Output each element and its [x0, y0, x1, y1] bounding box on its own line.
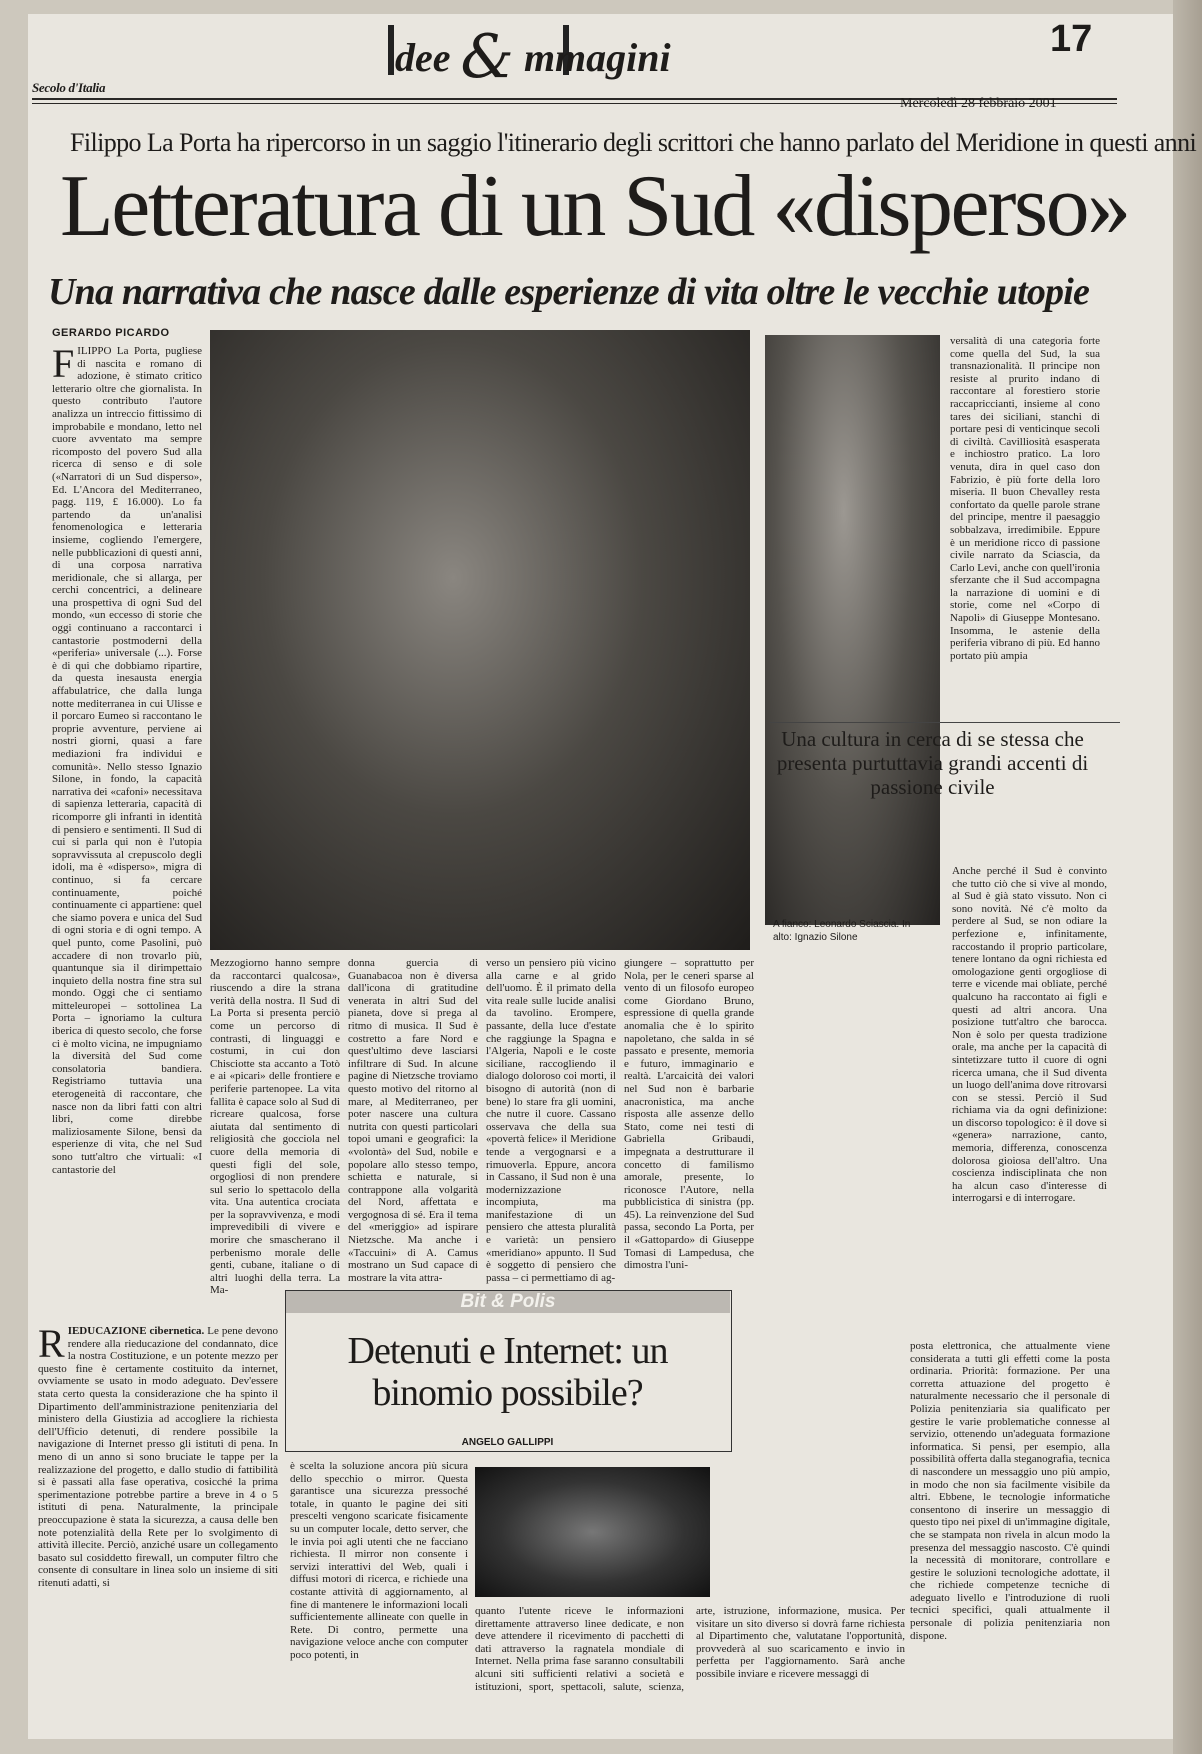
photo-ignazio-silone — [210, 330, 750, 950]
article-column-1 — [52, 341, 202, 1260]
sidebar-col1-text: Le pene devono rendere alla rieducazione del condannato, dice la nostra Costituzione, e un potente mezzo per questo fine è certamente costituito da internet, ovviamente se usato in modo adeguato. Dev'essere stata certo questa la considerazione che ha spinto il Dipartimento dell'amministrazione penitenziaria del ministero della Giustizia ad accogliere la richiesta dell'Ufficio detenuti, di rendere possibile la navigazione di Internet presso gli istituti di pena. In meno di un anno si sono bruciate le tappe per la realizzazione del progetto, e dallo studio di fattibilità si è passati alla fase operativa, cosicché la prima sperimentazione potrebbe partire a breve in 4 o 5 istituti di pena. Naturalmente, la principale preoccupazione è stata la sicurezza, a causa delle ben note potenzialità della Rete per lo svolgimento di attività illecite. Perciò, anziché usare un collegamento basato sul cosiddetto firewall, un computer filtro che consente di consultare in linea solo un insieme di siti ritenuti adatti, si — [38, 1325, 278, 1589]
page-number: 17 — [1050, 18, 1093, 60]
photo-leonardo-sciascia — [765, 335, 940, 925]
sidebar-column-1 — [38, 1321, 278, 1725]
article-column-6 — [952, 865, 1107, 1265]
article-headline: Letteratura di un Sud «disperso» — [60, 158, 1129, 255]
sidebar-dropcap: R — [38, 1321, 65, 1366]
sidebar-headline: Detenuti e Internet: un binomio possibile? — [347, 1330, 668, 1414]
article-dropcap: F — [52, 341, 75, 386]
sidebar-lead: IEDUCAZIONE cibernetica. — [67, 1325, 205, 1337]
photo-satellite — [475, 1467, 710, 1597]
sidebar-col4-text: posta elettronica, che attualmente viene considerata a tutti gli effetti come la posta ordinaria. Priorità: formazione. Per una corretta attuazione del progetto è naturalmente necessario che il personale di Polizia penitenziaria sia qualificato per gestire le varie problematiche connesse al servizio, ottenendo un'adeguata formazione informatica. Si pensi, per esempio, alla possibilità offerta dalla steganografia, tecnica di nascondere un messaggio uno più ampio, in modo che non sia facilmente visibile da altri. Ebbene, le tecnologie informatiche consentono di inserire un messaggio di questo tipo nei pixel di un'immagine digitale, che se stampata non rivela in alcun modo la presenza del messaggio nascosto. C'è quindi la necessità di monitorare, controllare e gestire le soluzioni tecnologiche adottate, il che richiede competenze tecniche di adeguato livello e l'introduzione di ruoli tecnici specifici, quali attualmente il personale di polizia penitenziaria non dispone. — [910, 1340, 1110, 1642]
page-edge — [1173, 0, 1202, 1754]
sidebar-col2-text: è scelta la soluzione ancora più sicura dello specchio o mirror. Questa garantisce una sicurezza pressoché totale, in quanto le pagine dei siti prescelti vengono scaricate fisicamente su un computer locale, detto server, che le invia poi agli utenti che ne facciano richiesta. Il mirror non consente i servizi interattivi del Web, quali i diffusi motori di ricerca, e richiede una costante attività di aggiornamento, al fine di mantenere le informazioni locali sufficientemente allineate con quelle in Rete. Di contro, permette una navigazione veloce anche con computer poco potenti, in — [290, 1460, 468, 1661]
section-amp: & — [460, 22, 514, 92]
pullquote-rule — [770, 722, 1120, 723]
article-kicker: Filippo La Porta ha ripercorso in un saggio l'itinerario degli scrittori che hanno parlato del Meridione in questi anni — [70, 128, 1197, 157]
sidebar-column-3 — [475, 1605, 905, 1725]
issue-date: Mercoledì 28 febbraio 2001 — [900, 96, 1057, 111]
article-col2-text: Mezzogiorno hanno sempre da raccontarci qualcosa», riuscendo a dire la strana verità della nostra. Il Sud di La Porta si presenta perciò come un percorso di contrasti, di linguaggi e costumi, in cui don Chisciotte sta accanto a Totò e ai «picari» delle frontiere e periferie partenopee. La vita fallita è capace solo al Sud di ricreare qualcosa, forse aiutata dal sentimento di religiosità che gocciola nel cuore della memoria di questi figli del sole, orgogliosi di non prendere sul serio lo spettacolo della vita. Una autentica crociata per la sopravvivenza, e modi imprevedibili di vivere e morire che smascherano il perbenismo morale delle genti, cubane, italiane o di altri luoghi della terra. La Ma- — [210, 957, 340, 1297]
article-col4-text: verso un pensiero più vicino alla carne e al grido dell'uomo. È il primato della vita reale sulle lucide analisi da tavolino. Erompere, passante, della luce d'estate che raggiunge la Spagna e l'Algeria, Napoli e le coste siciliane, raccogliendo il dialogo doloroso coi morti, il bisogno di autorità (non di bene) lo stare fra gli uomini, che nutre il cuore. Cassano osservava che della sua «povertà felice» il Meridione tende a vergognarsi e a rimuoverla. Eppure, ancora in Cassano, il Sud non è una modernizzazione incompiuta, ma manifestazione di un pensiero che attesta pluralità e varietà: un pensiero «meridiano» appunto. Il Sud è soggetto di pensiero che passa – ci permettiamo di ag- — [486, 957, 616, 1284]
article-col3-text: donna guercia di Guanabacoa non è diversa dall'icona di gratitudine venerata in altri Sud del pianeta, dove si prega al ritmo di musica. Il Sud è costretto a fare Nord e quest'ultimo deve lasciarsi infiltrare di Sud. In alcune pagine di Nietzsche troviamo questo motivo del ritorno al mare, al Mediterraneo, per poter nascere una cultura nutrita con questi particolari topoi umani e geografici: la «volontà» del Sud, nobile e popolare allo stesso tempo, schietta e naturale, si contrappone alla volgarità del Nord, affettata e vergognosa di sé. Era il tema del «meriggio» ad ispirare Nietzsche. Ma anche i «Taccuini» di A. Camus mostrano un Sud capace di mostrare la vita attra- — [348, 957, 478, 1284]
article-col6-text: Anche perché il Sud è convinto che tutto ciò che si vive al mondo, al Sud è già stato vissuto. Non ci sono novità. Né c'è molto da perdere al Sud, se non odiare la perfezione e, infinitamente, raccostando il proprio particolare, tenere lontano da ogni richiesta ed omologazione genti orgogliose di terre e vicende mai obliate, perché qualcuno ha raccontato ai figli e questi ad altri ancora. Una posizione tutt'altro che barocca. Non è solo per questa tradizione orale, ma anche per la capacità di sintetizzare tutto il cuore di ogni ricerca umana, che il Sud diventa un luogo dell'anima dove ritrovarsi con se stessi. Perciò il Sud richiama via da ogni definizione: un discorso topologico: è il dove si «genera» narrazione, canto, memoria, differenza, conoscenza dolorosa gioiosa dell'altro. Una coscienza indisciplinata che non ha alcun caso d'interesse di interrogarsi e di interrogare. — [952, 865, 1107, 1205]
article-column-4 — [486, 957, 616, 1284]
article-byline: GERARDO PICARDO — [52, 327, 170, 339]
article-col7-text: versalità di una categoria forte come quella del Sud, la sua transnazionalità. Il principe non resiste al prurito indano di raccontare al forestiero storie raccapriccianti, insieme al cono tares dei siciliani, stanchi di portare pesi di venticinque secoli di civiltà. Cavilliosità esasperata e inchiostro pratico. La loro venuta, dira in quel caso don Fabrizio, è più forte della loro miseria. Il buon Chevalley resta confortato da quelle parole strane del principe, mentre il paesaggio sobbalzava, irredimibile. Eppure è un meridione ricco di passione civile narrato da Sciascia, da Carlo Levi, anche con quell'ironia sferzante che il Sud accompagna la narrazione di uomini e di storie, come nel «Corpo di Napoli» di Giuseppe Montesano. Insomma, le astenie della periferia vibrano di più. Ed hanno portato più ampia — [950, 335, 1100, 662]
sidebar-column-2 — [290, 1460, 468, 1725]
section-bar-left — [388, 25, 394, 75]
section-suffix: mmagini — [523, 35, 671, 80]
article-column-2 — [210, 957, 340, 1297]
sidebar-col3-text: quanto l'utente riceve le informazioni direttamente attraverso linee dedicate, e non deve attendere il ricevimento di pacchetti di dati attraverso la ragnatela mondiale di Internet. Nella prima fase saranno consultabili alcuni siti sufficienti relativi a società e istituzioni, sport, spettacoli, salute, scienza, arte, istruzione, informazione, musica. Per visitare un sito diverso si dovrà farne richiesta al Dipartimento che, valutatane l'opportunità, provvederà al suo scaricamento e invio in perfetta per l'aggiornamento. Sarà anche possibile inviare e ricevere messaggi di — [475, 1605, 905, 1693]
article-column-5 — [624, 957, 754, 1272]
photo-caption: A fianco: Leonardo Sciascia. In alto: Ignazio Silone — [773, 919, 911, 943]
article-column-3 — [348, 957, 478, 1284]
article-subhead: Una narrativa che nasce dalle esperienze di vita oltre le vecchie utopie — [48, 271, 1090, 313]
masthead-logo: Secolo d'Italia — [32, 80, 106, 95]
section-prefix: dee — [395, 35, 451, 80]
sidebar-column-4 — [910, 1340, 1110, 1725]
sidebar-rubric: Bit & Polis — [286, 1291, 730, 1313]
article-col5-text: giungere – soprattutto per Nola, per le ceneri sparse al vento di un filosofo europeo come Giordano Bruno, espressione di quella grande anomalia che è lo spirito napoletano, che salda in sé passato e presente, memoria e futuro, immaginario e realtà. L'arcaicità dei valori nel Sud non è barbarie anacronistica, ma anche risposta alle assenze dello Stato, come nei testi di Gabriella Gribaudi, impegnata a destrutturare il concetto di familismo amorale, presente, lo riconosce l'Autore, nella pubblicistica di sinistra (pp. 45). La reinvenzione del Sud passa, secondo La Porta, per il «Gattopardo» di Giuseppe Tomasi di Lampedusa, che dimostra l'uni- — [624, 957, 754, 1272]
section-title — [395, 22, 671, 92]
article-column-7 — [950, 335, 1100, 710]
pullquote: Una cultura in cerca di se stessa che presenta purtuttavia grandi accenti di passione civile — [776, 727, 1089, 799]
sidebar-byline: ANGELO GALLIPPI — [461, 1437, 554, 1448]
article-col1-text: ILIPPO La Porta, pugliese di nascita e romano di adozione, è stimato critico letterario oltre che giornalista. In questo contributo l'autore analizza un intreccio fittissimo di improbabile e mondano, letto nel cuore avventato ma sempre ricomposto del povero Sud alla ricerca di senso e di sole («Narratori di un Sud disperso», Ed. L'Ancora del Mediterraneo, pagg. 119, £ 16.000). Lo fa partendo da un'analisi fenomenologica e letteraria insieme, cogliendo l'emergere, nelle pubblicazioni di questi anni, di una corposa narrativa meridionale, che si allarga, per cerchi concentrici, a delineare una prospettiva di ogni Sud del mondo, «un eccesso di storie che oggi continuano a raccontarci i cantastorie postmoderni della «periferia» universale (...). Forse è di qui che dobbiamo ripartire, da questa inesausta energia affabulatrice, che dalla lunga notte mediterranea in cui Ulisse e il porcaro Eumeo si raccontano le proprie avventure, perviene ai nostri giorni, quasi a fare mediazioni fra individui e comunità». Nello stesso Ignazio Silone, in fondo, la capacità narrativa dei «cafoni» necessitava di sapienza letteraria, capacità di ricomporre gli infranti in identità di pensiero e sentimenti. Il Sud di cui si parla qui non è l'utopia sopravvissuta al crepuscolo degli idoli, ma è «disperso», migra di continuo, si fa cercare continuamente, poiché continuamente ci appartiene: quel che siamo povera e unica del Sud di ogni storia e di ogni tempo. A quel punto, come Pasolini, può accadere di non trovarlo più, quantunque sia il dirimpettaio inquieto della nostra fine stra sul mondo. Oggi che ci sentiamo mitteleuropei – sottolinea La Porta – ignoriamo la cultura iberica di questo secolo, che forse ci è molto vicina, ne impugniamo la diversità del Sud come consolatoria bandiera. Registriamo tuttavia una eterogeneità di raccontare, che nasce non da libri fatti con altri libri, come direbbe maliziosamente Silone, bensì da esperienze di vita, che nel Sud sono tutt'altro che virtuali: «I cantastorie del — [52, 345, 202, 1176]
